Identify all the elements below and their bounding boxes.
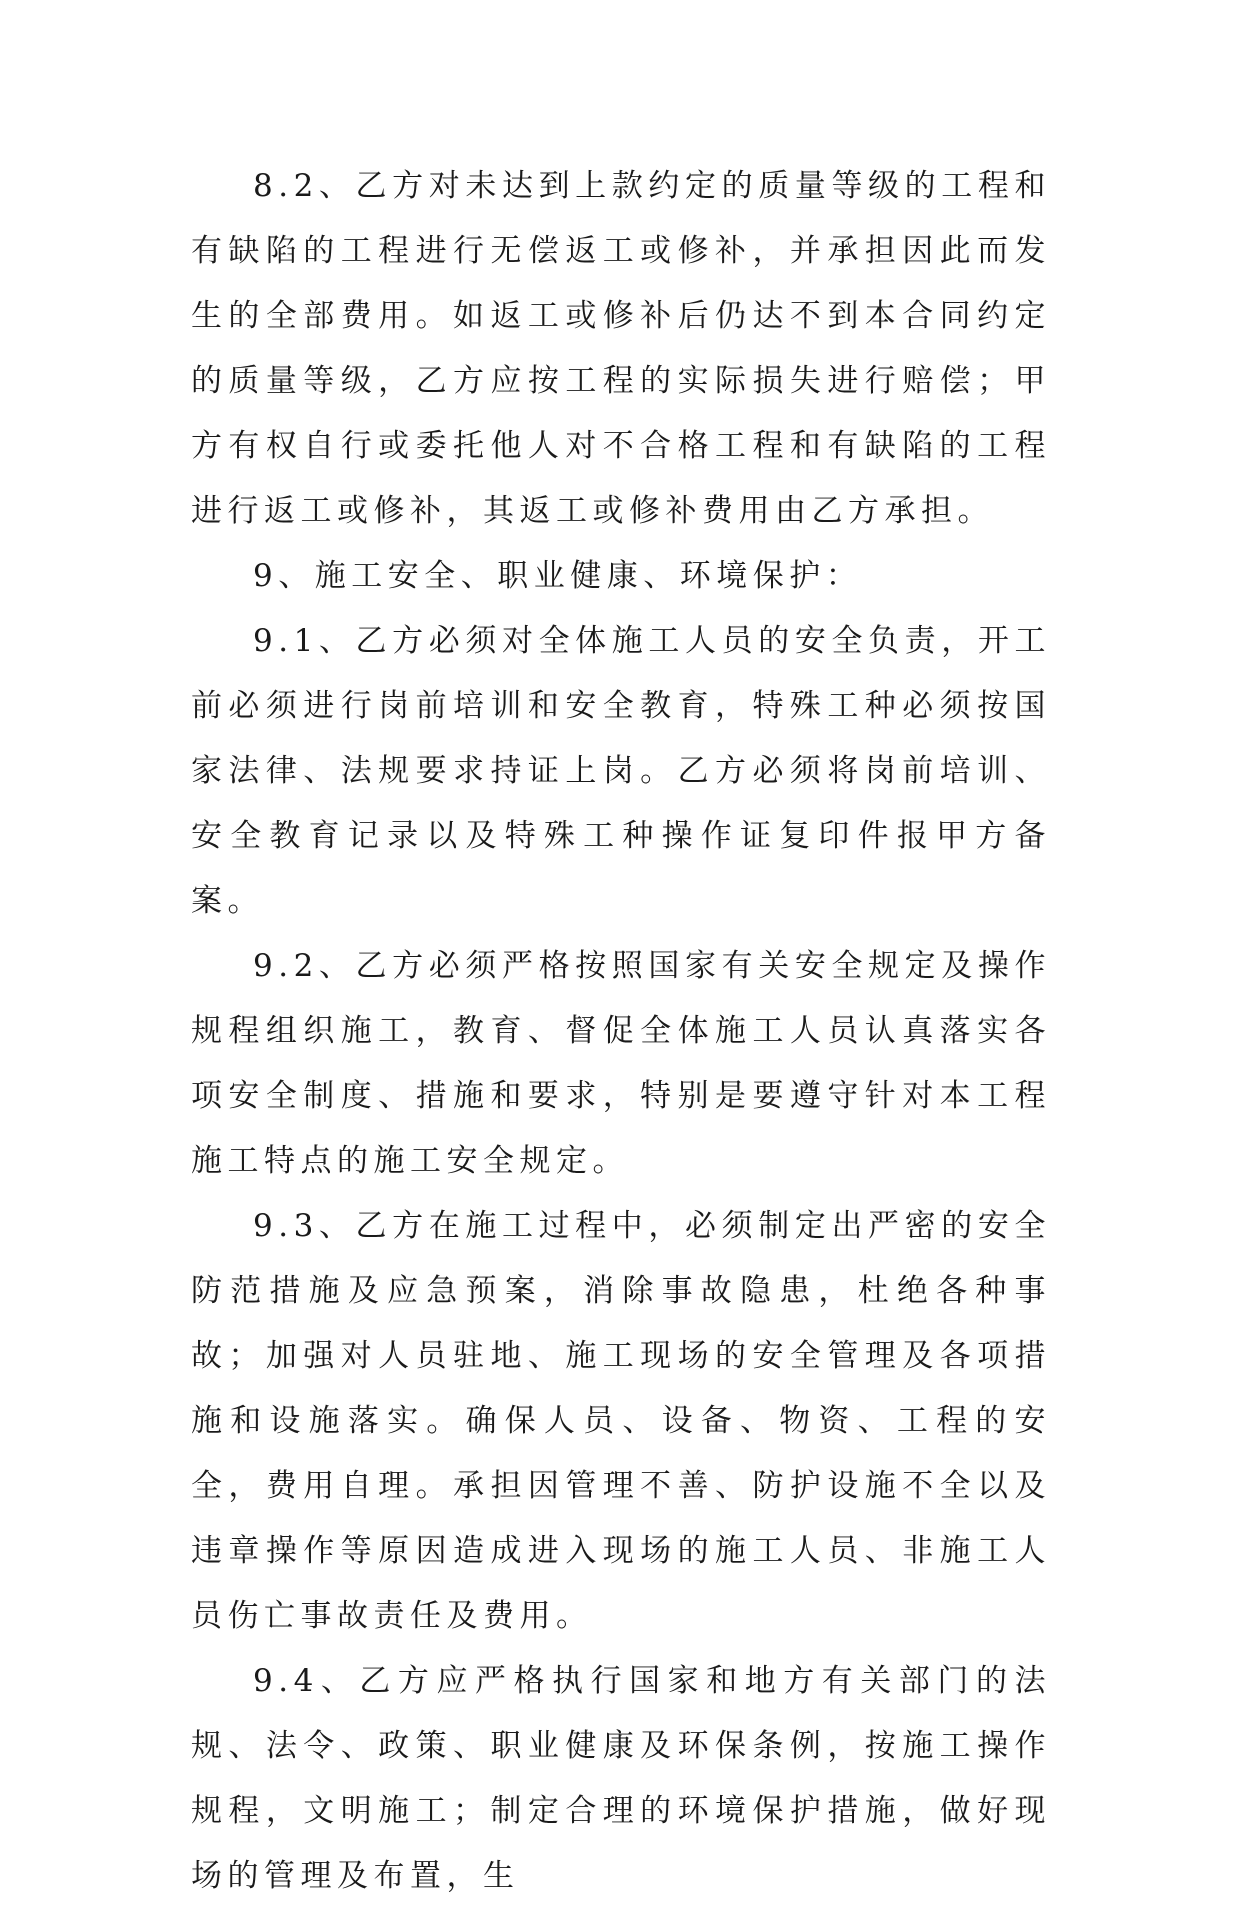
clause-9-1-paragraph: 9.1、乙方必须对全体施工人员的安全负责，开工前必须进行岗前培训和安全教育，特殊工种必须按国家法律、法规要求持证上岗。乙方必须将岗前培训、安全教育记录以及特殊工种操作证复印件报甲方备案。 — [191, 623, 1051, 919]
clause-9-2-paragraph: 9.2、乙方必须严格按照国家有关安全规定及操作规程组织施工，教育、督促全体施工人员认真落实各项安全制度、措施和要求，特别是要遵守针对本工程施工特点的施工安全规定。 — [191, 948, 1051, 1179]
document-body — [191, 154, 1051, 1909]
clause-8-2-paragraph: 8.2、乙方对未达到上款约定的质量等级的工程和有缺陷的工程进行无偿返工或修补，并承担因此而发生的全部费用。如返工或修补后仍达不到本合同约定的质量等级，乙方应按工程的实际损失进行赔偿；甲方有权自行或委托他人对不合格工程和有缺陷的工程进行返工或修补，其返工或修补费用由乙方承担。 — [191, 168, 1051, 529]
clause-9-3-paragraph: 9.3、乙方在施工过程中，必须制定出严密的安全防范措施及应急预案，消除事故隐患，杜绝各种事故；加强对人员驻地、施工现场的安全管理及各项措施和设施落实。确保人员、设备、物资、工程的安全，费用自理。承担因管理不善、防护设施不全以及违章操作等原因造成进入现场的施工人员、非施工人员伤亡事故责任及费用。 — [191, 1208, 1051, 1634]
clause-9-4-paragraph: 9.4、乙方应严格执行国家和地方有关部门的法规、法令、政策、职业健康及环保条例，按施工操作规程，文明施工；制定合理的环境保护措施，做好现场的管理及布置，生 — [191, 1663, 1051, 1894]
section-9-heading: 9、施工安全、职业健康、环境保护： — [253, 558, 863, 594]
